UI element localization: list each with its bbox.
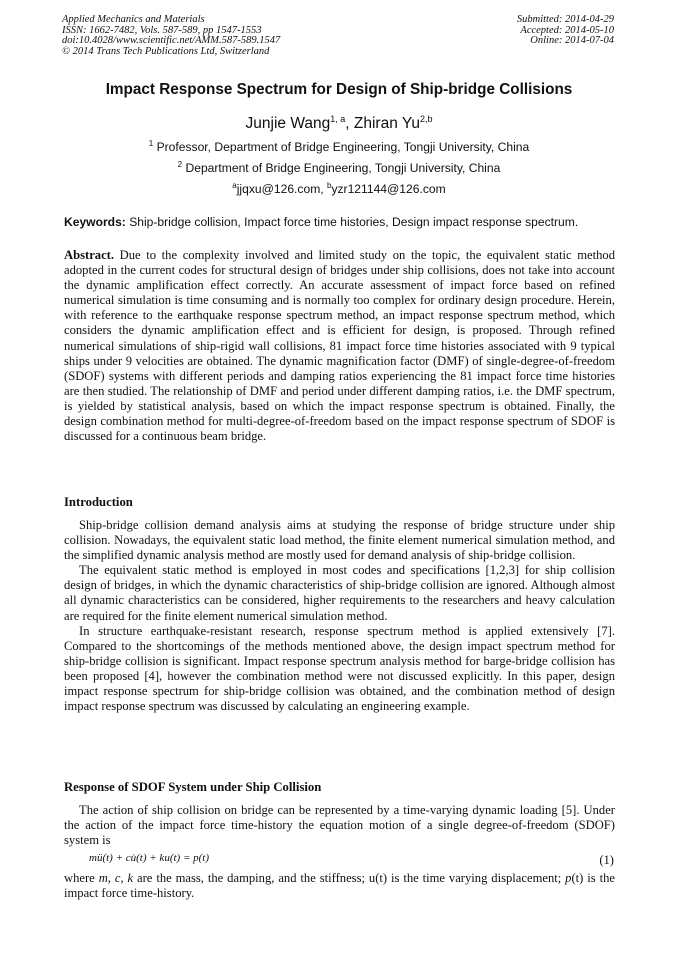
sdof-body-continued (64, 871, 615, 901)
submitted-date: Submitted: 2014-04-29 (516, 14, 614, 25)
affiliation-2 (0, 160, 678, 175)
affiliation-text: Department of Bridge Engineering, Tongji University, China (182, 161, 501, 175)
equation-number: (1) (599, 853, 614, 867)
online-date: Online: 2014-07-04 (530, 35, 614, 47)
section-heading-introduction: Introduction (64, 495, 133, 509)
author-superscript: 1, a (330, 114, 346, 124)
text: where (64, 871, 99, 885)
accepted-date: Accepted: 2014-05-10 (520, 24, 614, 36)
variable-p: p (565, 871, 572, 885)
equation-of-motion: mü(t) + cu̇(t) + ku(t) = p(t) (89, 852, 210, 864)
paragraph: Ship-bridge collision demand analysis aims at studying the response of bridge structure under ship collision. Nowadays, the equivalent static load method, the finite element numerical simulation method, and the simplified dynamic analysis method are mostly used for demand analysis of ship-bridge collision. (64, 518, 615, 563)
author-superscript: 2,b (419, 114, 433, 124)
abstract (64, 248, 615, 444)
affiliation-text: Professor, Department of Bridge Engineering, Tongji University, China (153, 140, 530, 154)
author-list (0, 114, 678, 133)
introduction-body (64, 518, 615, 714)
journal-issn: ISSN: 1662-7482, Vols. 587-589, pp 1547-1553 (62, 24, 262, 36)
text: (t) is the impact force time-history. (64, 871, 615, 901)
submission-dates (517, 15, 614, 47)
keywords-label: Keywords: (64, 215, 126, 229)
email-marker: a (232, 181, 237, 190)
variables: m, c, k (98, 871, 134, 885)
journal-copyright: © 2014 Trans Tech Publications Ltd, Switzerland (62, 45, 270, 57)
paragraph: The equivalent static method is employed in most codes and specifications [1,2,3] for ship collision design of bridges, in which the dynamic characteristics of ship-bridge collision are ignored. Although almost all dynamic characteristics can be considered, higher requirements to the researchers and heavy calculation are required for the finite element numerical simulation method. (64, 563, 615, 623)
affiliation-1 (0, 139, 678, 154)
email-text: jjqxu@126.com, (236, 182, 327, 196)
keywords-text: Ship-bridge collision, Impact force time histories, Design impact response spectrum. (125, 215, 579, 229)
paragraph: In structure earthquake-resistant research, response spectrum method is applied extensively [7]. Compared to the shortcomings of the methods mentioned above, the design impact spectrum method for ship-bridge collision is significant. Impact response spectrum analysis method for barge-bridge collision has been proposed [4], however the combination method were not discussed explicitly. In this paper, design impact response spectrum for ship-bridge collision was obtained, and the combination method of design impact response spectrum was discussed by calculating an engineering example. (64, 623, 615, 714)
text: are the mass, the damping, and the stiffness; u(t) is the time varying displacement; (133, 871, 566, 885)
keywords (64, 215, 615, 229)
journal-info (62, 15, 280, 57)
author-emails (0, 181, 678, 196)
email-marker: b (327, 181, 332, 190)
affiliation-marker: 2 (177, 160, 183, 169)
author-name: Zhiran Yu (353, 115, 420, 132)
sdof-body (64, 803, 615, 848)
paragraph: The action of ship collision on bridge can be represented by a time-varying dynamic loading [5]. Under the action of the impact force time-history the equation motion of a single degree-of-freedom (SDOF) system is (64, 803, 615, 848)
author-name: Junjie Wang (245, 115, 331, 132)
abstract-text: Due to the complexity involved and limited study on the topic, the equivalent static method adopted in the current codes for structural design of bridges under ship collisions, does not take into account the dynamic amplification effect correctly. An accurate assessment of impact force based on refined numerical simulation is time consuming and is normally too complex for ordinary design procedure. Herein, with reference to the earthquake response spectrum method, an impact response spectrum method, which considers the dynamic amplification effect and is efficient for design, is proposed. Through refined numerical simulations of ship-rigid wall collisions, 81 impact force time histories associated with 9 typical ships under 9 velocities are obtained. The dynamic magnification factor (DMF) of single-degree-of-freedom (SDOF) systems with different periods and damping ratios experiencing the 81 impact force time histories are then studied. The relationship of DMF and period under different damping ratios, i.e. the DMF spectrum, is yielded by statistical analysis, based on which the impact response spectrum is obtained. Finally, the design combination method for multi-degree-of-freedom based on the impact response spectrum of SDOF is discussed for a continuous beam bridge. (64, 248, 615, 444)
email-text: yzr121144@126.com (331, 182, 446, 196)
abstract-label: Abstract. (64, 248, 115, 262)
affiliation-marker: 1 (148, 139, 154, 148)
section-heading-sdof: Response of SDOF System under Ship Collision (64, 780, 322, 794)
journal-doi: doi:10.4028/www.scientific.net/AMM.587-589.1547 (62, 35, 281, 47)
paper-title: Impact Response Spectrum for Design of Ship-bridge Collisions (105, 81, 573, 98)
journal-name: Applied Mechanics and Materials (62, 14, 205, 25)
author-separator: , (345, 115, 354, 132)
paragraph (64, 871, 615, 901)
